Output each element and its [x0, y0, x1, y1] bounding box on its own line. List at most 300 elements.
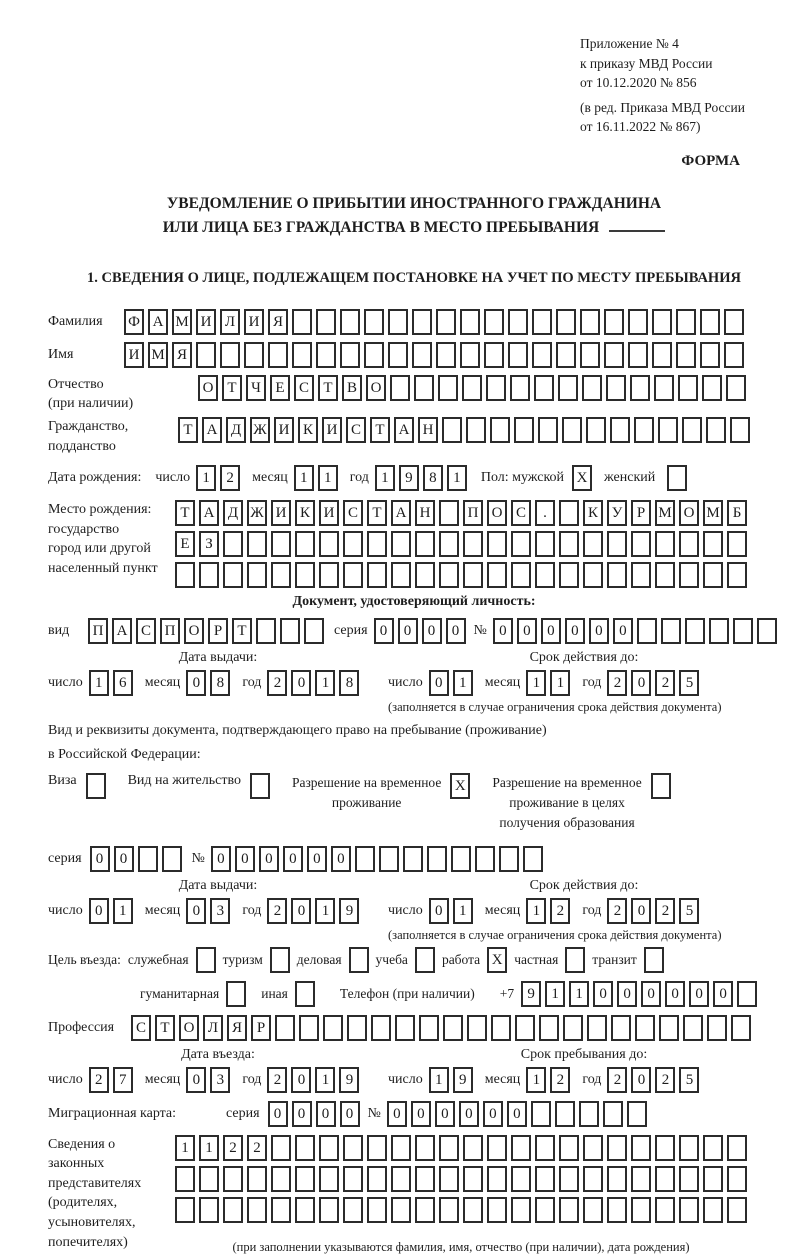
cell[interactable]: 9: [339, 1067, 359, 1093]
cell[interactable]: [637, 618, 657, 644]
stay-year[interactable]: [607, 1067, 699, 1093]
birth-day-cells[interactable]: [196, 465, 240, 491]
cell[interactable]: [679, 531, 699, 557]
cell[interactable]: [582, 375, 602, 401]
cell[interactable]: [270, 947, 290, 973]
cell[interactable]: Т: [367, 500, 387, 526]
sex-male-checkbox[interactable]: [572, 465, 592, 491]
cell[interactable]: А: [199, 500, 219, 526]
cell[interactable]: 2: [267, 898, 287, 924]
cell[interactable]: [271, 1197, 291, 1223]
cell[interactable]: [340, 342, 360, 368]
cell[interactable]: [162, 846, 182, 872]
cell[interactable]: [475, 846, 495, 872]
citizenship-cells[interactable]: [178, 417, 750, 443]
cell[interactable]: [138, 846, 158, 872]
cell[interactable]: [655, 1135, 675, 1161]
cell[interactable]: [631, 562, 651, 588]
cell[interactable]: [631, 1197, 651, 1223]
cell[interactable]: 0: [617, 981, 637, 1007]
cell[interactable]: [487, 1166, 507, 1192]
cell[interactable]: 1: [526, 898, 546, 924]
cell[interactable]: О: [184, 618, 204, 644]
cell[interactable]: А: [391, 500, 411, 526]
cell[interactable]: [427, 846, 447, 872]
cell[interactable]: 3: [210, 1067, 230, 1093]
purpose-private-checkbox[interactable]: [565, 947, 585, 973]
cell[interactable]: [532, 342, 552, 368]
cell[interactable]: Т: [222, 375, 242, 401]
cell[interactable]: [724, 309, 744, 335]
cell[interactable]: [364, 309, 384, 335]
cell[interactable]: [490, 417, 510, 443]
cell[interactable]: [175, 1197, 195, 1223]
cell[interactable]: М: [655, 500, 675, 526]
cell[interactable]: [412, 309, 432, 335]
cell[interactable]: 1: [429, 1067, 449, 1093]
cell[interactable]: [223, 562, 243, 588]
cell[interactable]: 1: [545, 981, 565, 1007]
cell[interactable]: 2: [655, 1067, 675, 1093]
cell[interactable]: [523, 846, 543, 872]
cell[interactable]: [491, 1015, 511, 1041]
cell[interactable]: О: [679, 500, 699, 526]
cell[interactable]: [463, 1197, 483, 1223]
entry-day[interactable]: [89, 1067, 133, 1093]
cell[interactable]: [487, 531, 507, 557]
cell[interactable]: [678, 375, 698, 401]
cell[interactable]: 0: [186, 1067, 206, 1093]
cell[interactable]: [415, 947, 435, 973]
residence-series-cells[interactable]: [90, 846, 182, 872]
representatives-row1[interactable]: [175, 1135, 747, 1161]
cell[interactable]: [583, 531, 603, 557]
cell[interactable]: [679, 1166, 699, 1192]
cell[interactable]: 1: [315, 1067, 335, 1093]
cell[interactable]: [414, 375, 434, 401]
cell[interactable]: 8: [210, 670, 230, 696]
cell[interactable]: [679, 1135, 699, 1161]
cell[interactable]: [316, 342, 336, 368]
cell[interactable]: [652, 309, 672, 335]
cell[interactable]: 0: [565, 618, 585, 644]
cell[interactable]: И: [274, 417, 294, 443]
cell[interactable]: 0: [186, 670, 206, 696]
cell[interactable]: [644, 947, 664, 973]
cell[interactable]: [271, 1166, 291, 1192]
cell[interactable]: [196, 947, 216, 973]
cell[interactable]: [685, 618, 705, 644]
cell[interactable]: [724, 342, 744, 368]
cell[interactable]: 1: [526, 1067, 546, 1093]
cell[interactable]: 0: [459, 1101, 479, 1127]
surname-cells[interactable]: [124, 309, 744, 335]
cell[interactable]: [304, 618, 324, 644]
cell[interactable]: [292, 342, 312, 368]
cell[interactable]: 2: [267, 1067, 287, 1093]
cell[interactable]: Р: [251, 1015, 271, 1041]
cell[interactable]: 1: [375, 465, 395, 491]
cell[interactable]: X: [487, 947, 507, 973]
cell[interactable]: П: [463, 500, 483, 526]
cell[interactable]: 5: [679, 1067, 699, 1093]
cell[interactable]: 0: [507, 1101, 527, 1127]
cell[interactable]: [702, 375, 722, 401]
cell[interactable]: [679, 562, 699, 588]
cell[interactable]: 0: [89, 898, 109, 924]
cell[interactable]: Т: [232, 618, 252, 644]
cell[interactable]: [655, 1166, 675, 1192]
cell[interactable]: [391, 1166, 411, 1192]
cell[interactable]: [462, 375, 482, 401]
cell[interactable]: 1: [315, 670, 335, 696]
cell[interactable]: А: [394, 417, 414, 443]
cell[interactable]: [371, 1015, 391, 1041]
cell[interactable]: [559, 562, 579, 588]
cell[interactable]: [654, 375, 674, 401]
cell[interactable]: 2: [550, 898, 570, 924]
cell[interactable]: [247, 1166, 267, 1192]
cell[interactable]: [555, 1101, 575, 1127]
cell[interactable]: [514, 417, 534, 443]
cell[interactable]: С: [511, 500, 531, 526]
cell[interactable]: [391, 562, 411, 588]
cell[interactable]: [655, 562, 675, 588]
cell[interactable]: 0: [186, 898, 206, 924]
representatives-row2[interactable]: [175, 1166, 747, 1192]
cell[interactable]: Я: [268, 309, 288, 335]
cell[interactable]: [604, 342, 624, 368]
cell[interactable]: [439, 1197, 459, 1223]
cell[interactable]: [247, 531, 267, 557]
cell[interactable]: 2: [220, 465, 240, 491]
cell[interactable]: 0: [90, 846, 110, 872]
cell[interactable]: [316, 309, 336, 335]
cell[interactable]: [349, 947, 369, 973]
cell[interactable]: [532, 309, 552, 335]
cell[interactable]: [733, 618, 753, 644]
cell[interactable]: [487, 1197, 507, 1223]
cell[interactable]: А: [112, 618, 132, 644]
cell[interactable]: [364, 342, 384, 368]
cell[interactable]: 0: [291, 1067, 311, 1093]
doc-series-cells[interactable]: [374, 618, 466, 644]
cell[interactable]: [628, 309, 648, 335]
cell[interactable]: [419, 1015, 439, 1041]
cell[interactable]: [703, 531, 723, 557]
migration-number-cells[interactable]: [387, 1101, 647, 1127]
residence-issue-year[interactable]: [267, 898, 359, 924]
purpose-business-checkbox[interactable]: [349, 947, 369, 973]
cell[interactable]: [466, 417, 486, 443]
cell[interactable]: [534, 375, 554, 401]
cell[interactable]: [730, 417, 750, 443]
cell[interactable]: [343, 1135, 363, 1161]
cell[interactable]: [415, 562, 435, 588]
cell[interactable]: Т: [178, 417, 198, 443]
cell[interactable]: [460, 309, 480, 335]
cell[interactable]: [86, 773, 106, 799]
cell[interactable]: [511, 1197, 531, 1223]
cell[interactable]: [343, 1166, 363, 1192]
cell[interactable]: [403, 846, 423, 872]
edu-residence-checkbox[interactable]: [651, 773, 671, 799]
cell[interactable]: С: [131, 1015, 151, 1041]
residence-expiry-year[interactable]: [607, 898, 699, 924]
cell[interactable]: [391, 1197, 411, 1223]
cell[interactable]: [586, 417, 606, 443]
cell[interactable]: С: [343, 500, 363, 526]
cell[interactable]: 5: [679, 670, 699, 696]
cell[interactable]: 0: [283, 846, 303, 872]
cell[interactable]: [511, 562, 531, 588]
cell[interactable]: [511, 1166, 531, 1192]
stay-day[interactable]: [429, 1067, 473, 1093]
cell[interactable]: 0: [593, 981, 613, 1007]
cell[interactable]: [275, 1015, 295, 1041]
cell[interactable]: [607, 1135, 627, 1161]
cell[interactable]: [559, 500, 579, 526]
identity-issue-day[interactable]: [89, 670, 133, 696]
cell[interactable]: 0: [665, 981, 685, 1007]
cell[interactable]: [535, 531, 555, 557]
cell[interactable]: [606, 375, 626, 401]
cell[interactable]: С: [346, 417, 366, 443]
cell[interactable]: [280, 618, 300, 644]
cell[interactable]: [271, 531, 291, 557]
representatives-row3[interactable]: [175, 1197, 747, 1223]
cell[interactable]: [319, 1135, 339, 1161]
cell[interactable]: Ж: [247, 500, 267, 526]
cell[interactable]: [395, 1015, 415, 1041]
cell[interactable]: [659, 1015, 679, 1041]
cell[interactable]: [499, 846, 519, 872]
cell[interactable]: 1: [175, 1135, 195, 1161]
cell[interactable]: [558, 375, 578, 401]
cell[interactable]: [223, 531, 243, 557]
cell[interactable]: И: [322, 417, 342, 443]
sex-female-checkbox[interactable]: [667, 465, 687, 491]
cell[interactable]: [226, 981, 246, 1007]
cell[interactable]: [607, 1166, 627, 1192]
cell[interactable]: [223, 1166, 243, 1192]
purpose-tourism-checkbox[interactable]: [270, 947, 290, 973]
doc-kind-cells[interactable]: [88, 618, 324, 644]
stay-month[interactable]: [526, 1067, 570, 1093]
cell[interactable]: [580, 309, 600, 335]
cell[interactable]: [757, 618, 777, 644]
cell[interactable]: [439, 500, 459, 526]
cell[interactable]: Д: [223, 500, 243, 526]
cell[interactable]: [631, 1135, 651, 1161]
cell[interactable]: [559, 1135, 579, 1161]
cell[interactable]: Т: [370, 417, 390, 443]
cell[interactable]: 1: [453, 670, 473, 696]
cell[interactable]: 1: [113, 898, 133, 924]
cell[interactable]: [559, 1166, 579, 1192]
cell[interactable]: 1: [453, 898, 473, 924]
cell[interactable]: М: [148, 342, 168, 368]
cell[interactable]: 8: [339, 670, 359, 696]
cell[interactable]: 2: [655, 670, 675, 696]
cell[interactable]: И: [244, 309, 264, 335]
cell[interactable]: [607, 562, 627, 588]
cell[interactable]: Л: [220, 309, 240, 335]
cell[interactable]: 0: [493, 618, 513, 644]
cell[interactable]: [627, 1101, 647, 1127]
cell[interactable]: Ф: [124, 309, 144, 335]
cell[interactable]: [250, 773, 270, 799]
cell[interactable]: 0: [589, 618, 609, 644]
cell[interactable]: 9: [453, 1067, 473, 1093]
cell[interactable]: 8: [423, 465, 443, 491]
cell[interactable]: [367, 1197, 387, 1223]
cell[interactable]: 3: [210, 898, 230, 924]
cell[interactable]: [439, 562, 459, 588]
profession-cells[interactable]: [131, 1015, 751, 1041]
cell[interactable]: Т: [155, 1015, 175, 1041]
cell[interactable]: [607, 531, 627, 557]
cell[interactable]: О: [366, 375, 386, 401]
cell[interactable]: [439, 1135, 459, 1161]
cell[interactable]: У: [607, 500, 627, 526]
cell[interactable]: 0: [541, 618, 561, 644]
cell[interactable]: [727, 531, 747, 557]
cell[interactable]: [583, 1135, 603, 1161]
cell[interactable]: [611, 1015, 631, 1041]
purpose-official-checkbox[interactable]: [196, 947, 216, 973]
doc-number-cells[interactable]: [493, 618, 777, 644]
cell[interactable]: [535, 1166, 555, 1192]
cell[interactable]: [607, 1197, 627, 1223]
cell[interactable]: [319, 531, 339, 557]
cell[interactable]: В: [342, 375, 362, 401]
cell[interactable]: [727, 1166, 747, 1192]
cell[interactable]: 0: [435, 1101, 455, 1127]
cell[interactable]: [439, 531, 459, 557]
cell[interactable]: 0: [114, 846, 134, 872]
cell[interactable]: 0: [446, 618, 466, 644]
cell[interactable]: 0: [517, 618, 537, 644]
cell[interactable]: 1: [569, 981, 589, 1007]
cell[interactable]: [438, 375, 458, 401]
cell[interactable]: [709, 618, 729, 644]
cell[interactable]: [486, 375, 506, 401]
cell[interactable]: [196, 342, 216, 368]
cell[interactable]: О: [198, 375, 218, 401]
cell[interactable]: 0: [398, 618, 418, 644]
cell[interactable]: [726, 375, 746, 401]
cell[interactable]: П: [88, 618, 108, 644]
cell[interactable]: 1: [447, 465, 467, 491]
cell[interactable]: 1: [550, 670, 570, 696]
cell[interactable]: [487, 562, 507, 588]
cell[interactable]: И: [124, 342, 144, 368]
cell[interactable]: [463, 562, 483, 588]
cell[interactable]: Ч: [246, 375, 266, 401]
residence-issue-day[interactable]: [89, 898, 133, 924]
residence-expiry-day[interactable]: [429, 898, 473, 924]
birth-place-row1[interactable]: [175, 500, 747, 526]
cell[interactable]: 2: [607, 898, 627, 924]
cell[interactable]: [703, 1166, 723, 1192]
cell[interactable]: К: [295, 500, 315, 526]
cell[interactable]: [508, 309, 528, 335]
cell[interactable]: Н: [418, 417, 438, 443]
cell[interactable]: [367, 1135, 387, 1161]
cell[interactable]: М: [703, 500, 723, 526]
cell[interactable]: [531, 1101, 551, 1127]
cell[interactable]: [658, 417, 678, 443]
cell[interactable]: [442, 417, 462, 443]
residence-issue-month[interactable]: [186, 898, 230, 924]
cell[interactable]: [676, 342, 696, 368]
cell[interactable]: [340, 309, 360, 335]
cell[interactable]: И: [196, 309, 216, 335]
cell[interactable]: [415, 1166, 435, 1192]
cell[interactable]: [635, 1015, 655, 1041]
cell[interactable]: [655, 1197, 675, 1223]
cell[interactable]: Н: [415, 500, 435, 526]
cell[interactable]: [535, 1197, 555, 1223]
cell[interactable]: 0: [268, 1101, 288, 1127]
cell[interactable]: [515, 1015, 535, 1041]
cell[interactable]: X: [572, 465, 592, 491]
cell[interactable]: [727, 1135, 747, 1161]
cell[interactable]: 1: [315, 898, 335, 924]
cell[interactable]: Е: [270, 375, 290, 401]
cell[interactable]: 0: [631, 898, 651, 924]
cell[interactable]: [467, 1015, 487, 1041]
cell[interactable]: [379, 846, 399, 872]
cell[interactable]: [451, 846, 471, 872]
cell[interactable]: [703, 562, 723, 588]
cell[interactable]: 0: [429, 898, 449, 924]
cell[interactable]: 0: [235, 846, 255, 872]
cell[interactable]: [463, 1135, 483, 1161]
cell[interactable]: 9: [339, 898, 359, 924]
cell[interactable]: [292, 309, 312, 335]
purpose-other-checkbox[interactable]: [295, 981, 315, 1007]
cell[interactable]: [631, 531, 651, 557]
cell[interactable]: [388, 309, 408, 335]
cell[interactable]: И: [271, 500, 291, 526]
cell[interactable]: [679, 1197, 699, 1223]
cell[interactable]: Ж: [250, 417, 270, 443]
temp-residence-checkbox[interactable]: [450, 773, 470, 799]
cell[interactable]: [556, 342, 576, 368]
cell[interactable]: 0: [387, 1101, 407, 1127]
cell[interactable]: [443, 1015, 463, 1041]
cell[interactable]: 0: [291, 898, 311, 924]
cell[interactable]: [661, 618, 681, 644]
cell[interactable]: Я: [172, 342, 192, 368]
cell[interactable]: [487, 1135, 507, 1161]
migration-series-cells[interactable]: [268, 1101, 360, 1127]
cell[interactable]: Б: [727, 500, 747, 526]
cell[interactable]: [667, 465, 687, 491]
cell[interactable]: [510, 375, 530, 401]
cell[interactable]: 2: [550, 1067, 570, 1093]
birth-place-row3[interactable]: [175, 562, 747, 588]
cell[interactable]: [436, 342, 456, 368]
cell[interactable]: [583, 1166, 603, 1192]
cell[interactable]: 9: [399, 465, 419, 491]
given-name-cells[interactable]: [124, 342, 744, 368]
cell[interactable]: [367, 1166, 387, 1192]
cell[interactable]: 0: [483, 1101, 503, 1127]
cell[interactable]: [319, 1166, 339, 1192]
